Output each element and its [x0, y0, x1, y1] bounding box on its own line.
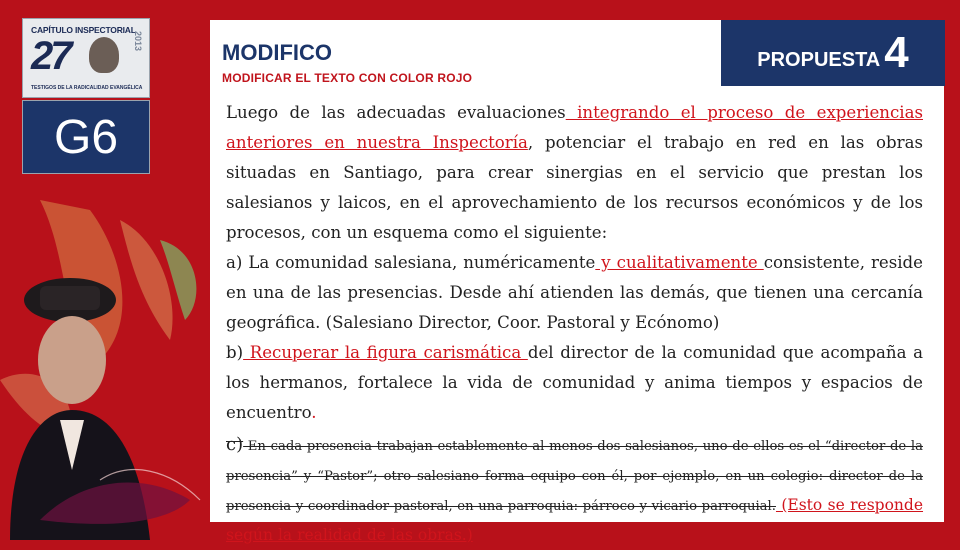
logo-year: 2013: [133, 31, 143, 52]
intro-text-2: , potenciar el trabajo en red en las obras situadas en Santiago, para crear sinergias en el servicio que prestan los salesianos y laicos, en el aprovechamiento de los recursos económicos y de los procesos, con un esquema como el siguiente:: [226, 133, 923, 242]
proposal-text: [226, 98, 923, 550]
item-b-text-2: del director de la comunidad que acompaña a los hermanos, fortalece la vida de comunidad y anima tiempos y espacios de encuentro: [226, 343, 923, 422]
item-c-note: (Esto se responde según la realidad de las obras.): [226, 496, 924, 544]
content-panel: [210, 20, 944, 544]
proposal-number: 4: [884, 28, 909, 77]
item-b-edit-1: Recuperar la figura carismática: [243, 343, 528, 362]
item-a-edit-1: y cualitativamente: [595, 253, 764, 272]
intro-paragraph: [226, 98, 923, 248]
item-c-marker: c): [226, 434, 244, 455]
item-b-dot: .: [311, 403, 317, 422]
intro-edit-1: integrando el proceso de experiencias anteriores en nuestra Inspectoría: [226, 103, 923, 152]
item-c-struck-text: En cada presencia trabajan establemente al menos dos salesianos, uno de ellos es el “director de la presencia” y “Pastor”; otro salesiano forma equipo con él, por ejemplo, en un colegio: director de la presencia y coordinador pastoral, en una parroquia: párroco y vicario parroquial.: [226, 439, 923, 514]
logo-portrait: [89, 37, 119, 73]
proposal-badge: [721, 20, 945, 86]
logo-title: CAPÍTULO INSPECTORIAL: [31, 25, 136, 35]
page-title: MODIFICO: [222, 40, 332, 65]
intro-text-1: Luego de las adecuadas evaluaciones: [226, 103, 566, 122]
item-b-text-1: b): [226, 343, 244, 362]
item-c-paragraph: [226, 430, 923, 550]
proposal-label: PROPUESTA: [757, 48, 881, 71]
logo-subtitle: TESTIGOS DE LA RADICALIDAD EVANGÉLICA: [31, 85, 143, 91]
page-subtitle: MODIFICAR EL TEXTO CON COLOR ROJO: [222, 71, 473, 85]
item-a-paragraph: [226, 248, 923, 338]
logo-number: 27: [31, 34, 70, 78]
item-a-text-2: consistente, reside en una de las presencias. Desde ahí atienden las demás, que tienen una cercanía geográfica. (Salesiano Director, Coor. Pastoral y Ecónomo): [226, 253, 923, 332]
group-label: G6: [22, 100, 150, 174]
item-b-paragraph: [226, 338, 923, 428]
chapter-logo: [22, 18, 150, 98]
item-a-text-1: a) La comunidad salesiana, numéricamente: [226, 253, 596, 272]
